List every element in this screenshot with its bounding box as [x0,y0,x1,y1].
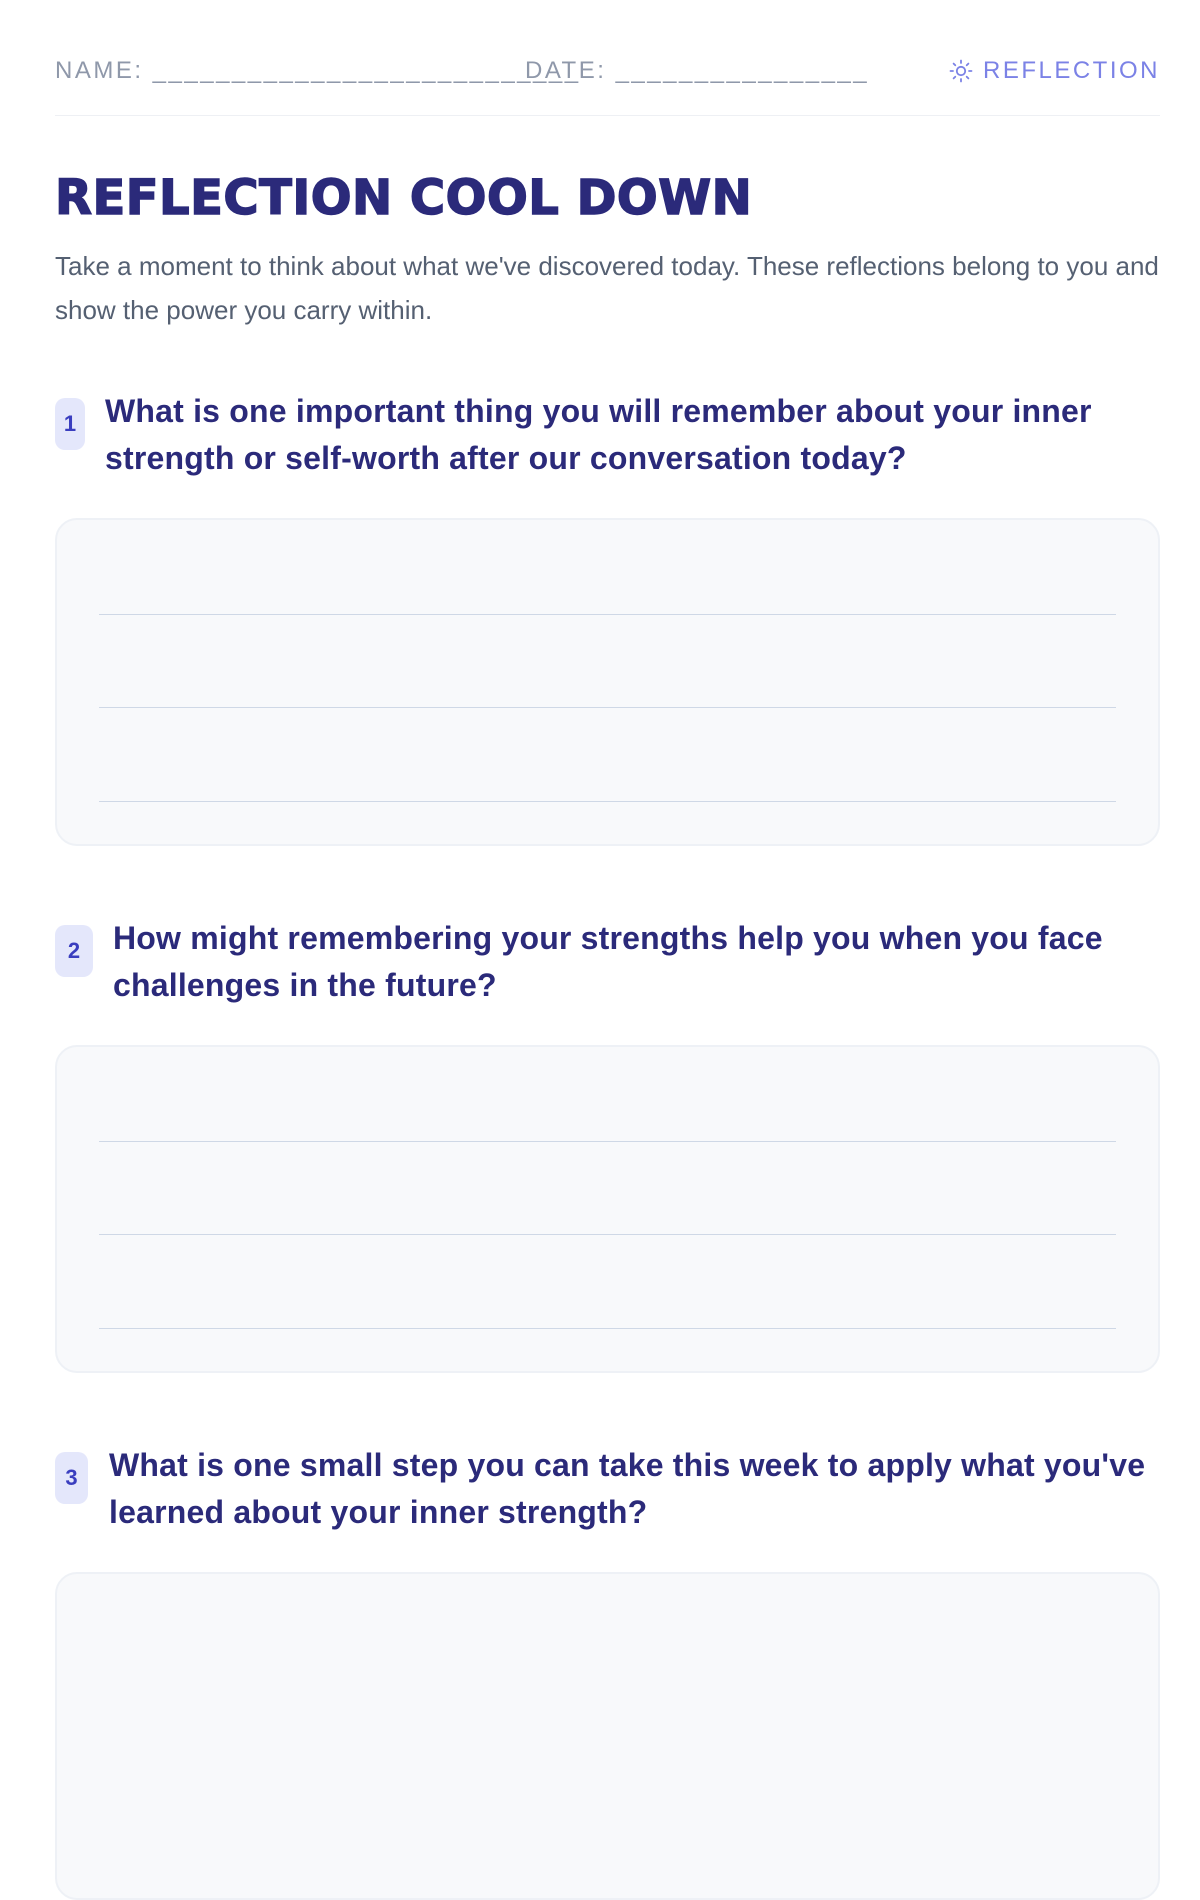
answer-line [99,801,1116,802]
question-number-badge: 1 [55,398,85,450]
worksheet-header [55,0,1160,116]
intro-text: Take a moment to think about what we've discovered today. These reflections belong to you and show the power you carry within. [55,251,1159,325]
answer-line [99,1141,1116,1142]
sun-icon [949,59,973,83]
date-field[interactable]: DATE: ________________ [525,57,870,84]
answer-line [99,614,1116,615]
question-3 [55,1447,1160,1546]
question-1 [55,393,1160,492]
answer-box[interactable] [55,1045,1160,1373]
question-header [55,1447,1160,1546]
answer-line [99,1328,1116,1329]
reflection-tag [949,57,1160,85]
question-header [55,920,1160,1019]
reflection-tag-label: REFLECTION [982,57,1160,84]
worksheet-page [55,0,1160,1530]
answer-line [99,707,1116,708]
question-2 [55,920,1160,1019]
question-header [55,393,1160,492]
question-number-badge: 3 [55,1452,88,1504]
answer-box[interactable] [55,518,1160,846]
answer-box[interactable] [55,1572,1160,1900]
question-number-badge: 2 [55,925,93,977]
page-title: REFLECTION COOL DOWN [55,170,753,226]
question-text: What is one small step you can take this week to apply what you've learned about your inner strength? [109,1447,1146,1530]
name-field[interactable]: NAME: ___________________________ [55,57,581,84]
question-text: What is one important thing you will remember about your inner strength or self-worth after our conversation today? [105,393,1092,476]
question-text: How might remembering your strengths help you when you face challenges in the future? [113,920,1103,1003]
answer-line [99,1234,1116,1235]
